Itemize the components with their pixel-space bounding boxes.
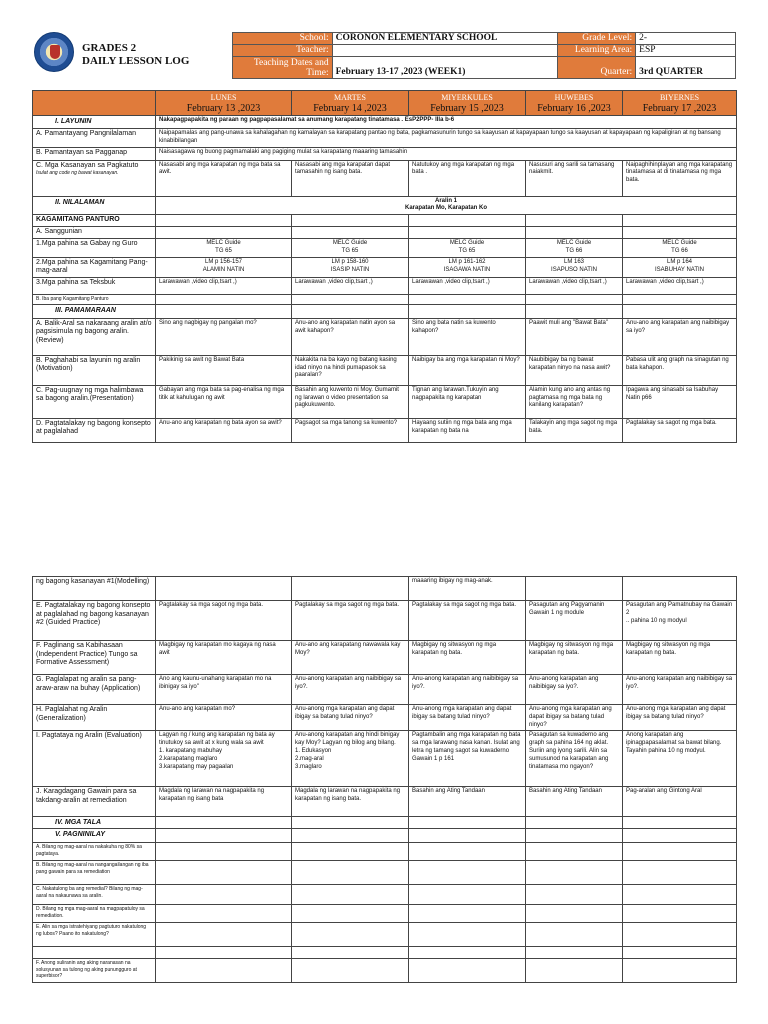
days-header-corner <box>33 91 156 116</box>
day-cell: MELC Guide TG 65 <box>292 239 409 258</box>
row-label: ng bagong kasanayan #1(Modelling) <box>33 577 156 601</box>
dates-label: Teaching Dates and Time: <box>233 57 333 79</box>
day-cell-empty <box>409 905 526 923</box>
row-label: B. Pamantayan sa Pagganap <box>33 147 156 160</box>
row-label: G. Paglalapat ng aralin sa pang-araw-araw na buhay (Application) <box>33 675 156 705</box>
day-cell-empty <box>623 947 737 959</box>
row-label <box>33 947 156 959</box>
day-cell: Anu-anong mga karapatan ang dapat ibigay sa batang tulad ninyo? <box>623 705 737 731</box>
row-label: F. Anong suliranin ang aking naranasan na solusyunan sa tulong ng aking punungguro at superbisor? <box>33 959 156 983</box>
day-cell-empty <box>156 905 292 923</box>
table-row <box>33 905 737 923</box>
day-cell: Anu-anong mga karapatan ang dapat ibigay sa batang tulad ninyo? <box>409 705 526 731</box>
day-cell-empty <box>292 294 409 304</box>
table-row <box>33 227 737 239</box>
table-row <box>33 355 737 385</box>
deped-seal-icon <box>34 32 74 72</box>
day-cell-empty <box>292 817 409 829</box>
day-cell-empty <box>623 829 737 843</box>
day-cell-empty <box>156 215 292 227</box>
day-cell: Hayaang sutiin ng mga bata ang mga karapatan ng bata na <box>409 418 526 442</box>
day-cell-empty <box>526 227 623 239</box>
day-cell-empty <box>526 861 623 885</box>
day-date: February 14 ,2023 <box>313 103 387 114</box>
table-row <box>33 257 737 277</box>
day-date: February 16 ,2023 <box>537 103 611 114</box>
day-cell: Pag-aralan ang Gintong Aral <box>623 787 737 817</box>
day-cell: Anu-anong karapatan ang naibibigay sa iyo?. <box>623 675 737 705</box>
day-cell-empty <box>409 843 526 861</box>
day-cell: Pasagutan sa kuwaderno ang graph sa pahina 164 ng aklat. Suriin ang iyong sarili. Alin sa sumusunod na karapatan ang tinatamasa mo ngayon? <box>526 731 623 787</box>
day-cell: Magdala ng larawan na nagpapakita ng karapatan ng isang bata <box>156 787 292 817</box>
day-date: February 17 ,2023 <box>642 103 717 114</box>
day-cell-empty <box>623 923 737 947</box>
school-label: School: <box>233 33 333 45</box>
table-row <box>33 829 737 843</box>
day-cell: Naibigay ba ang mga karapatan ni Moy? <box>409 355 526 385</box>
day-cell: Larawawan ,video clip,tsart ,) <box>156 277 292 294</box>
day-cell-empty <box>409 227 526 239</box>
row-label: B. Iba pang Kagamitang Panturo <box>33 294 156 304</box>
table-row <box>33 675 737 705</box>
day-cell-empty <box>526 843 623 861</box>
teacher-value <box>332 45 558 57</box>
day-cell-empty <box>292 959 409 983</box>
table-row <box>33 160 737 196</box>
day-cell-empty <box>409 947 526 959</box>
day-cell: Anu-anong karapatan ang naibibigay sa iyo?. <box>526 675 623 705</box>
day-cell-empty <box>156 829 292 843</box>
day-cell: Pasagutan ang Pamatnubay na Gawain 2 .. pahina 10 ng modyul <box>623 601 737 641</box>
row-label: 1.Mga pahina sa Gabay ng Guro <box>33 239 156 258</box>
day-cell: Pagsagot sa mga tanong sa kuwento? <box>292 418 409 442</box>
day-cell-empty <box>409 294 526 304</box>
day-cell: Anu-anong karapatan ang naibibigay sa iyo?. <box>292 675 409 705</box>
day-cell: Nakakita na ba kayo ng batang kasing idad ninyo na hindi pumapasok sa paaralan? <box>292 355 409 385</box>
day-header <box>623 91 737 116</box>
day-cell: Pagtalakay sa mga sagot ng mga bata. <box>409 601 526 641</box>
day-cell-empty <box>292 861 409 885</box>
row-label: E. Alin sa mga istratehiyang pagtuturo nakatulong ng lubos? Paano ito nakatulong? <box>33 923 156 947</box>
day-date: February 15 ,2023 <box>430 103 504 114</box>
day-cell <box>292 577 409 601</box>
day-header <box>526 91 623 116</box>
day-cell <box>526 577 623 601</box>
day-cell-empty <box>623 817 737 829</box>
table-row <box>33 817 737 829</box>
day-cell: Anu-anong mga karapatan ang dapat ibigay sa batang tulad ninyo? <box>292 705 409 731</box>
table-row <box>33 116 737 129</box>
day-cell-empty <box>623 959 737 983</box>
row-content: Aralin 1 Karapatan Mo, Karapatan Ko <box>156 196 737 215</box>
day-cell-empty <box>292 947 409 959</box>
row-label: A. Balik-Aral sa nakaraang aralin at/o pagsisimula ng bagong aralin. (Review) <box>33 318 156 355</box>
day-cell-empty <box>409 861 526 885</box>
dll-title: DAILY LESSON LOG <box>82 55 190 67</box>
row-label: 2.Mga pahina sa Kagamitang Pang-mag-aaral <box>33 257 156 277</box>
row-label: 3.Mga pahina sa Teksbuk <box>33 277 156 294</box>
table-row <box>33 641 737 675</box>
day-cell-empty <box>292 304 409 318</box>
day-cell-empty <box>526 304 623 318</box>
table-row <box>33 923 737 947</box>
day-cell: Pagtambalin ang mga karapatan ng bata sa mga larawang nasa kanan. Isulat ang letra ng tamang sagot sa kuwaderno Gawain 1 p 161 <box>409 731 526 787</box>
day-cell-empty <box>292 843 409 861</box>
grade-level-label: Grade Level: <box>558 33 636 45</box>
day-cell-empty <box>156 304 292 318</box>
day-cell-empty <box>526 817 623 829</box>
dates-value: February 13-17 ,2023 (WEEK1) <box>332 57 558 79</box>
day-cell-empty <box>623 294 737 304</box>
day-cell: Larawawan ,video clip,tsart ,) <box>623 277 737 294</box>
day-cell: Magbigay ng karapatan mo kagaya ng nasa awit <box>156 641 292 675</box>
day-cell-empty <box>292 215 409 227</box>
day-cell: Sino ang nagbigay ng pangalan mo? <box>156 318 292 355</box>
day-cell: Alamin kung ano ang antas ng pagtamasa ng mga bata ng kanilang karapatan? <box>526 385 623 418</box>
day-cell-empty <box>156 885 292 905</box>
day-cell: Nasusuri ang sarili sa tamasang naiakmit. <box>526 160 623 196</box>
table-row <box>33 196 737 215</box>
day-cell-empty <box>623 905 737 923</box>
quarter-value: 3rd QUARTER <box>636 57 736 79</box>
day-cell: Gabayan ang mga bata sa pag-enalisa ng mga titik at kahulugan ng awit <box>156 385 292 418</box>
day-cell: Anu-ano ang karapatan ang naibibigay sa iyo? <box>623 318 737 355</box>
day-cell <box>623 577 737 601</box>
day-cell: Anu-ano ang karapatan ng bata ayon sa awit? <box>156 418 292 442</box>
day-cell: Natutukoy ang mga karapatan ng mga bata . <box>409 160 526 196</box>
day-cell-empty <box>156 294 292 304</box>
day-cell: Ano ang kaunu-unahang karapatan mo na ibinigay sa iyo" <box>156 675 292 705</box>
day-name: MIYERKULES <box>441 93 493 102</box>
day-name: HUWEBES <box>554 93 594 102</box>
day-cell: Pagtalakay sa mga sagot ng mga bata. <box>156 601 292 641</box>
day-cell-empty <box>409 215 526 227</box>
day-cell: Pagtalakay sa sagot ng mga bata. <box>623 418 737 442</box>
day-cell: Anong karapatan ang ipinagpapasalamat sa bawat bilang. Tayahin pahina 10 ng modyul. <box>623 731 737 787</box>
day-cell-empty <box>623 215 737 227</box>
day-date: February 13 ,2023 <box>186 103 261 114</box>
day-cell: Ipagawa ang sinasabi sa Isabuhay Natin p66 <box>623 385 737 418</box>
table-row <box>33 959 737 983</box>
table-row <box>33 601 737 641</box>
day-cell-empty <box>623 861 737 885</box>
day-cell: Basahin ang Ating Tandaan <box>526 787 623 817</box>
day-cell: Talakayin ang mga sagot ng mga bata. <box>526 418 623 442</box>
day-cell: Pakikinig sa awit ng Bawat Bata <box>156 355 292 385</box>
day-cell-empty <box>526 829 623 843</box>
day-cell-empty <box>526 959 623 983</box>
teacher-label: Teacher: <box>233 45 333 57</box>
row-label: E. Pagtatalakay ng bagong konsepto at paglalahad ng bagong kasanayan #2 (Guided Practice) <box>33 601 156 641</box>
table-row <box>33 705 737 731</box>
day-cell: Anu-ano ang karapatan natin ayon sa awit kahapon? <box>292 318 409 355</box>
day-cell: Anu-anong mga karapatan ang dapat ibigay sa batang tulad ninyo? <box>526 705 623 731</box>
day-cell: Basahin ang Ating Tandaan <box>409 787 526 817</box>
day-cell-empty <box>292 905 409 923</box>
day-cell: Anu-ano ang karapatan mo? <box>156 705 292 731</box>
day-cell-empty <box>156 843 292 861</box>
table-row <box>33 129 737 148</box>
table-row <box>33 318 737 355</box>
day-cell: Magbigay ng sitwasyon ng mga karapatan ng bata. <box>409 641 526 675</box>
day-cell: Naubibigay ba ng bawat karapatan ninyo na nasa awit? <box>526 355 623 385</box>
table-row <box>33 385 737 418</box>
header-info-table <box>232 32 736 79</box>
day-cell: Nasasabi ang mga karapatan ng mga bata sa awit. <box>156 160 292 196</box>
day-cell: Basahin ang kuwento ni Moy. Gumamit ng larawan o video presentation sa pagkukuwento. <box>292 385 409 418</box>
row-label: D. Bilang ng mga mag-aaral na magpapatuloy sa remediation. <box>33 905 156 923</box>
row-label: A. Pamantayang Pangnilalaman <box>33 129 156 148</box>
day-cell: LM 163 ISAPUSO NATIN <box>526 257 623 277</box>
day-cell-empty <box>156 923 292 947</box>
row-label: C. Nakatulong ba ang remedial? Bilang ng mag-aaral na nakaunawa sa aralin. <box>33 885 156 905</box>
day-cell: MELC Guide TG 65 <box>156 239 292 258</box>
day-cell-empty <box>623 843 737 861</box>
day-cell-empty <box>292 227 409 239</box>
row-content: Naisasagawa ng buong pagmamalaki ang pagiging mulat sa karapatang maaaring tamasahin <box>156 147 737 160</box>
day-cell-empty <box>292 923 409 947</box>
day-cell-empty <box>409 817 526 829</box>
day-cell-empty <box>156 227 292 239</box>
day-cell <box>156 577 292 601</box>
day-cell-empty <box>156 947 292 959</box>
day-cell: MELC Guide TG 65 <box>409 239 526 258</box>
table-row <box>33 787 737 817</box>
day-cell-empty <box>526 294 623 304</box>
day-cell: Anu-ano ang karapatang nawawala kay Moy? <box>292 641 409 675</box>
lesson-table-part1 <box>32 90 737 443</box>
day-cell: Anu-anong karapatan ang naibibigay sa iyo?. <box>409 675 526 705</box>
day-cell-empty <box>526 215 623 227</box>
table-row <box>33 277 737 294</box>
header <box>32 32 736 78</box>
day-cell-empty <box>623 304 737 318</box>
day-cell: LM p 164 ISABUHAY NATIN <box>623 257 737 277</box>
row-content: Naipapamalas ang pang-unawa sa kahalagahan ng kamalayan sa karapatang pantao ng bata, pagkamasunurin tungo sa kaayusan at kapayapaan tungo sa kaayusan at kapayapaan ng kapaligiran at ng bansang kinabibilangan <box>156 129 737 148</box>
table-row <box>33 731 737 787</box>
table-row <box>33 885 737 905</box>
row-label: H. Paglalahat ng Aralin (Generalization) <box>33 705 156 731</box>
lesson-table-part2 <box>32 576 737 983</box>
day-cell: Lagyan ng / kung ang karapatan ng bata ay tinutukoy sa awit at x kung wala sa awit 1. karapatang mabuhay 2.karapatang maglaro 3.karapatang may pagaalan <box>156 731 292 787</box>
day-cell: Anu-anong karapatan ang hindi binigay kay Moy? Lagyan ng bilog ang bilang. 1. Edukasyon 2.mag-aral 3.maglaro <box>292 731 409 787</box>
row-label: B. Bilang ng mag-aaral na nangangailangan ng iba pang gawain para sa remediation <box>33 861 156 885</box>
day-cell: Magdala ng larawan na nagpapakita ng karapatan ng isang bata. <box>292 787 409 817</box>
row-label: IV. MGA TALA <box>33 817 156 829</box>
row-label: KAGAMITANG PANTURO <box>33 215 156 227</box>
row-label: B. Paghahabi sa layunin ng aralin (Motivation) <box>33 355 156 385</box>
day-cell-empty <box>526 885 623 905</box>
table-row <box>33 147 737 160</box>
row-label: III. PAMAMARAAN <box>33 304 156 318</box>
day-header <box>409 91 526 116</box>
day-cell: Paawit muli ang "Bawat Bata" <box>526 318 623 355</box>
day-header <box>156 91 292 116</box>
row-label: A. Bilang ng mag-aaral na nakakuha ng 80% sa pagtataya. <box>33 843 156 861</box>
day-cell: Larawawan ,video clip,tsart ,) <box>292 277 409 294</box>
days-header-row <box>33 91 737 116</box>
day-cell-empty <box>292 829 409 843</box>
table-row <box>33 215 737 227</box>
day-cell: maaaring ibigay ng mag-anak. <box>409 577 526 601</box>
row-label: V. PAGNINILAY <box>33 829 156 843</box>
day-cell-empty <box>292 885 409 905</box>
row-label: D. Pagtatalakay ng bagong konsepto at paglalahad <box>33 418 156 442</box>
table-row <box>33 947 737 959</box>
day-name: MARTES <box>334 93 366 102</box>
day-cell: Pabasa ulit ang graph na sinagutan ng bata kahapon. <box>623 355 737 385</box>
row-label: C. Mga Kasanayan sa Pagkatuto Isulat ang code ng bawat kasanayan. <box>33 160 156 196</box>
table-row <box>33 861 737 885</box>
grade-level-value: 2- <box>636 33 736 45</box>
day-cell-empty <box>156 861 292 885</box>
day-cell-empty <box>526 923 623 947</box>
day-name: LUNES <box>210 93 237 102</box>
day-cell-empty <box>156 817 292 829</box>
row-content: Nakapagpapakita ng paraan ng pagpapasalamat sa anumang karapatang tinatamasa . EsP2PPP- IIIa b-6 <box>156 116 737 129</box>
quarter-label: Quarter: <box>558 57 636 79</box>
day-cell: Larawawan ,video clip,tsart ,) <box>409 277 526 294</box>
day-name: BIYERNES <box>659 93 700 102</box>
day-cell-empty <box>623 227 737 239</box>
day-cell: Sino ang bata natin sa kuwento kahapon? <box>409 318 526 355</box>
table-row <box>33 294 737 304</box>
day-cell: MELC Guide TG 66 <box>526 239 623 258</box>
day-cell: Tignan ang larawan.Tukuyin ang nagpapakita ng karapatan <box>409 385 526 418</box>
table-row <box>33 239 737 258</box>
day-cell-empty <box>526 947 623 959</box>
row-label: F. Paglinang sa Kabihasaan (Independent Practice) Tungo sa Formative Assessment) <box>33 641 156 675</box>
row-label: I. Pagtataya ng Aralin (Evaluation) <box>33 731 156 787</box>
day-cell: Larawawan ,video clip,tsart ,) <box>526 277 623 294</box>
table-row <box>33 304 737 318</box>
day-cell: Magbigay ng sitwasyon ng mga karapatan ng bata. <box>526 641 623 675</box>
day-cell-empty <box>409 885 526 905</box>
day-cell-empty <box>409 304 526 318</box>
table-row <box>33 577 737 601</box>
row-label: C. Pag-uugnay ng mga halimbawa sa bagong aralin.(Presentation) <box>33 385 156 418</box>
day-cell: Naipaghihinplayan ang mga karapatang tinatamasa at di tinatamasa ng mga bata. <box>623 160 737 196</box>
day-cell: LM p 158-160 ISASIP NATIN <box>292 257 409 277</box>
row-label: J. Karagdagang Gawain para sa takdang-aralin at remediation <box>33 787 156 817</box>
row-label: I. LAYUNIN <box>33 116 156 129</box>
day-cell-empty <box>409 829 526 843</box>
day-cell: Nasasabi ang mga karapatan dapat tamasahin ng isang bata. <box>292 160 409 196</box>
day-cell-empty <box>526 905 623 923</box>
day-cell: LM p 161-162 ISAGAWA NATIN <box>409 257 526 277</box>
table-row <box>33 843 737 861</box>
day-header <box>292 91 409 116</box>
table-row <box>33 418 737 442</box>
grades-title: GRADES 2 <box>82 42 137 54</box>
day-cell: LM p 156-157 ALAMIN NATIN <box>156 257 292 277</box>
day-cell-empty <box>409 959 526 983</box>
day-cell: Magbigay ng sitwasyon ng mga karapatan ng bata. <box>623 641 737 675</box>
row-label: II. NILALAMAN <box>33 196 156 215</box>
day-cell: Pasagutan ang Pagyamanin Gawain 1 ng module <box>526 601 623 641</box>
learning-area-label: Learning Area: <box>558 45 636 57</box>
learning-area-value: ESP <box>636 45 736 57</box>
row-label-note: Isulat ang code ng bawat kasanayan. <box>36 170 119 177</box>
row-label: A. Sanggunian <box>33 227 156 239</box>
day-cell: Pagtalakay sa mga sagot ng mga bata. <box>292 601 409 641</box>
day-cell-empty <box>623 885 737 905</box>
day-cell-empty <box>409 923 526 947</box>
school-value: CORONON ELEMENTARY SCHOOL <box>332 33 558 45</box>
day-cell-empty <box>156 959 292 983</box>
day-cell: MELC Guide TG 66 <box>623 239 737 258</box>
